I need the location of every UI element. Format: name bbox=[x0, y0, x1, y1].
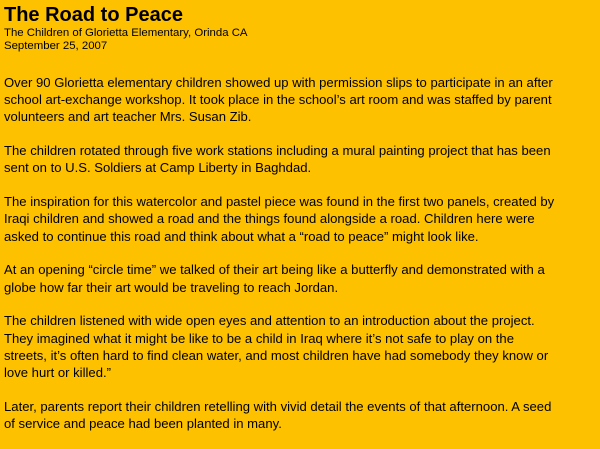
text-line: The children rotated through five work stations including a mural painting project that has been bbox=[4, 143, 551, 159]
paragraph-circle-time bbox=[4, 261, 598, 295]
text-line: Later, parents report their children retelling with vivid detail the events of that afternoon. A seed bbox=[4, 398, 552, 414]
text-line: sent on to U.S. Soldiers at Camp Liberty in Baghdad. bbox=[4, 160, 312, 176]
paragraph-stations bbox=[4, 142, 598, 176]
text-line: love hurt or killed.” bbox=[4, 365, 111, 381]
text-line: They imagined what it might be like to be a child in Iraq where it’s not safe to play on the bbox=[4, 330, 514, 346]
paragraph-inspiration bbox=[4, 193, 598, 245]
paragraph-conclusion bbox=[4, 398, 598, 432]
subtitle: The Children of Glorietta Elementary, Orinda CA bbox=[4, 27, 248, 39]
text-line: Over 90 Glorietta elementary children showed up with permission slips to participate in an after bbox=[4, 75, 553, 90]
article-body bbox=[4, 74, 598, 449]
text-line: of service and peace had been planted in many. bbox=[4, 416, 282, 432]
text-line: globe how far their art would be traveling to reach Jordan. bbox=[4, 279, 339, 295]
text-line: asked to continue this road and think about what a “road to peace” might look like. bbox=[4, 228, 479, 244]
paragraph-introduction bbox=[4, 312, 598, 381]
text-line: At an opening “circle time” we talked of their art being like a butterfly and demonstrated with a bbox=[4, 262, 545, 278]
text-line: volunteers and art teacher Mrs. Susan Zib. bbox=[4, 109, 252, 125]
text-line: The inspiration for this watercolor and pastel piece was found in the first two panels, created by bbox=[4, 194, 555, 210]
page-title: The Road to Peace bbox=[4, 4, 183, 26]
paragraph-workshop bbox=[4, 74, 598, 126]
text-line: The children listened with wide open eyes and attention to an introduction about the project. bbox=[4, 313, 535, 329]
text-line: streets, it’s often hard to find clean water, and most children have had somebody they know or bbox=[4, 347, 549, 363]
text-line: school art-exchange workshop. It took place in the school’s art room and was staffed by parent bbox=[4, 92, 552, 108]
date: September 25, 2007 bbox=[4, 40, 108, 52]
text-line: Iraqi children and showed a road and the things found alongside a road. Children here were bbox=[4, 211, 535, 227]
